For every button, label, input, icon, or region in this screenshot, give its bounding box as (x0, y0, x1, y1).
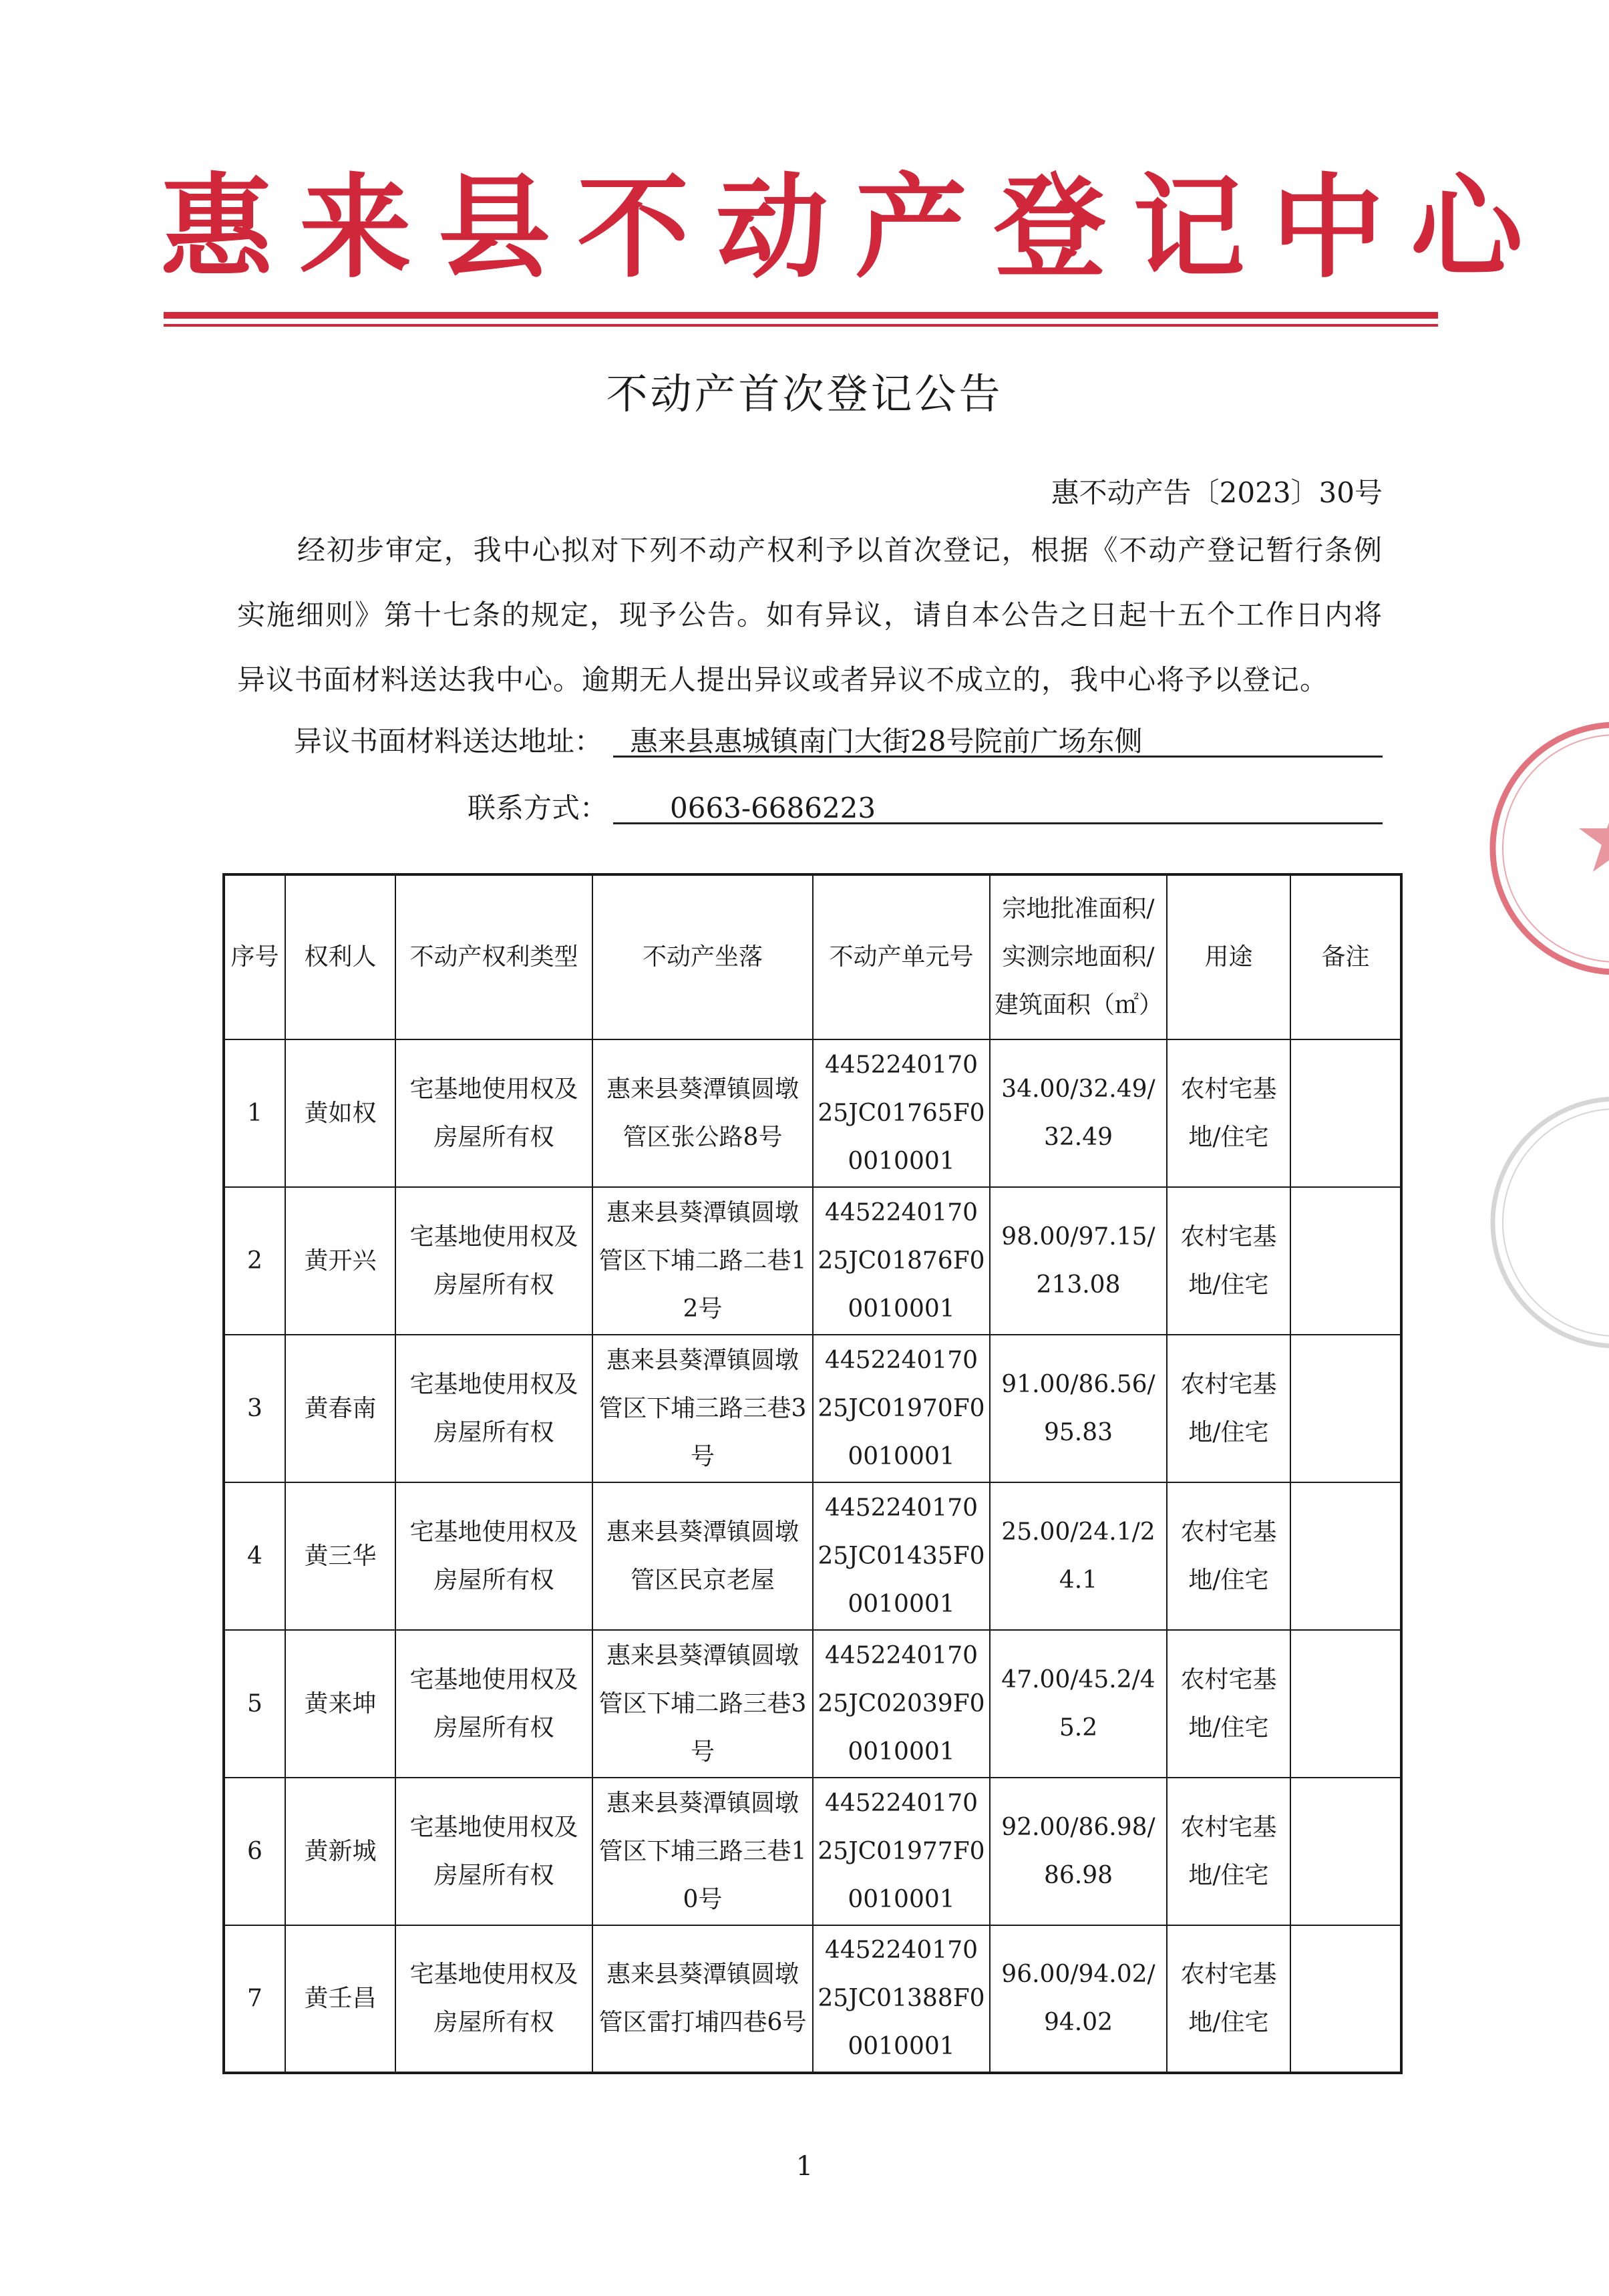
letterhead-rule-thick (164, 312, 1438, 319)
table-row (224, 1925, 1401, 2073)
table-row (224, 1039, 1401, 1187)
cell-index: 7 (224, 1925, 285, 2073)
header-unit-number: 不动产单元号 (813, 874, 990, 1039)
cell-unit-number: 445224017025JC01388F00010001 (813, 1925, 990, 2073)
header-remarks: 备注 (1290, 874, 1401, 1039)
cell-index: 5 (224, 1630, 285, 1778)
cell-right-type: 宅基地使用权及房屋所有权 (395, 1778, 592, 1925)
cell-unit-number: 445224017025JC01765F00010001 (813, 1039, 990, 1187)
cell-owner: 黄新城 (285, 1778, 395, 1925)
header-right-type: 不动产权利类型 (395, 874, 592, 1039)
header-usage: 用途 (1167, 874, 1290, 1039)
table-header-row (224, 874, 1401, 1039)
cell-remarks (1290, 1335, 1401, 1482)
cell-unit-number: 445224017025JC01435F00010001 (813, 1482, 990, 1630)
cell-owner: 黄壬昌 (285, 1925, 395, 2073)
header-owner: 权利人 (285, 874, 395, 1039)
cell-index: 3 (224, 1335, 285, 1482)
cell-usage: 农村宅基地/住宅 (1167, 1335, 1290, 1482)
cell-index: 2 (224, 1187, 285, 1335)
cell-area: 34.00/32.49/32.49 (990, 1039, 1167, 1187)
official-seal (1476, 708, 1609, 989)
cell-area: 98.00/97.15/213.08 (990, 1187, 1167, 1335)
org-letterhead-title: 惠来县不动产登记中心 (160, 161, 1550, 293)
cell-area: 47.00/45.2/45.2 (990, 1630, 1167, 1778)
cell-remarks (1290, 1630, 1401, 1778)
header-area: 宗地批准面积/实测宗地面积/建筑面积（㎡） (990, 874, 1167, 1039)
cell-remarks (1290, 1039, 1401, 1187)
cell-unit-number: 445224017025JC02039F00010001 (813, 1630, 990, 1778)
cell-right-type: 宅基地使用权及房屋所有权 (395, 1335, 592, 1482)
cell-location: 惠来县葵潭镇圆墩管区下埔三路三巷10号 (592, 1778, 813, 1925)
cell-unit-number: 445224017025JC01977F00010001 (813, 1778, 990, 1925)
cell-usage: 农村宅基地/住宅 (1167, 1482, 1290, 1630)
cell-owner: 黄来坤 (285, 1630, 395, 1778)
cell-right-type: 宅基地使用权及房屋所有权 (395, 1630, 592, 1778)
cell-remarks (1290, 1187, 1401, 1335)
cell-usage: 农村宅基地/住宅 (1167, 1630, 1290, 1778)
cell-usage: 农村宅基地/住宅 (1167, 1187, 1290, 1335)
table-row (224, 1335, 1401, 1482)
cell-usage: 农村宅基地/住宅 (1167, 1925, 1290, 2073)
cell-unit-number: 445224017025JC01970F00010001 (813, 1335, 990, 1482)
cell-remarks (1290, 1778, 1401, 1925)
cell-owner: 黄开兴 (285, 1187, 395, 1335)
header-index: 序号 (224, 874, 285, 1039)
document-title: 不动产首次登记公告 (606, 369, 1003, 418)
cell-owner: 黄三华 (285, 1482, 395, 1630)
page-number: 1 (795, 2151, 814, 2182)
cell-area: 25.00/24.1/24.1 (990, 1482, 1167, 1630)
header-location: 不动产坐落 (592, 874, 813, 1039)
cell-right-type: 宅基地使用权及房屋所有权 (395, 1187, 592, 1335)
cell-area: 92.00/86.98/86.98 (990, 1778, 1167, 1925)
address-value: 惠来县惠城镇南门大街28号院前广场东侧 (613, 715, 1383, 758)
table-row (224, 1778, 1401, 1925)
cell-right-type: 宅基地使用权及房屋所有权 (395, 1925, 592, 2073)
contact-value: 0663-6686223 (613, 782, 1383, 824)
cell-index: 4 (224, 1482, 285, 1630)
cell-owner: 黄如权 (285, 1039, 395, 1187)
cell-location: 惠来县葵潭镇圆墩管区下埔二路三巷3号 (592, 1630, 813, 1778)
cell-owner: 黄春南 (285, 1335, 395, 1482)
address-label: 异议书面材料送达地址： (294, 725, 603, 758)
letterhead-rule-thin (164, 324, 1438, 327)
cell-remarks (1290, 1482, 1401, 1630)
cell-index: 1 (224, 1039, 285, 1187)
cell-area: 91.00/86.56/95.83 (990, 1335, 1167, 1482)
document-number: 惠不动产告〔2023〕30号 (1051, 476, 1383, 509)
cell-usage: 农村宅基地/住宅 (1167, 1778, 1290, 1925)
cell-location: 惠来县葵潭镇圆墩管区雷打埔四巷6号 (592, 1925, 813, 2073)
table-row (224, 1630, 1401, 1778)
cell-location: 惠来县葵潭镇圆墩管区民京老屋 (592, 1482, 813, 1630)
cell-usage: 农村宅基地/住宅 (1167, 1039, 1290, 1187)
registry-table (222, 873, 1403, 2074)
cell-right-type: 宅基地使用权及房屋所有权 (395, 1039, 592, 1187)
cell-unit-number: 445224017025JC01876F00010001 (813, 1187, 990, 1335)
cell-location: 惠来县葵潭镇圆墩管区张公路8号 (592, 1039, 813, 1187)
cell-area: 96.00/94.02/94.02 (990, 1925, 1167, 2073)
table-row (224, 1482, 1401, 1630)
cell-location: 惠来县葵潭镇圆墩管区下埔二路二巷12号 (592, 1187, 813, 1335)
cell-remarks (1290, 1925, 1401, 2073)
cell-location: 惠来县葵潭镇圆墩管区下埔三路三巷3号 (592, 1335, 813, 1482)
cell-index: 6 (224, 1778, 285, 1925)
contact-label: 联系方式： (468, 792, 608, 824)
announcement-body: 经初步审定，我中心拟对下列不动产权利予以首次登记，根据《不动产登记暂行条例实施细则》第十七条的规定，现予公告。如有异议，请自本公告之日起十五个工作日内将异议书面材料送达我中心。逾期无人提出异议或者异议不成立的，我中心将予以登记。 (237, 534, 1383, 696)
table-row (224, 1187, 1401, 1335)
cell-right-type: 宅基地使用权及房屋所有权 (395, 1482, 592, 1630)
faint-seal-impression (1476, 1082, 1609, 1363)
